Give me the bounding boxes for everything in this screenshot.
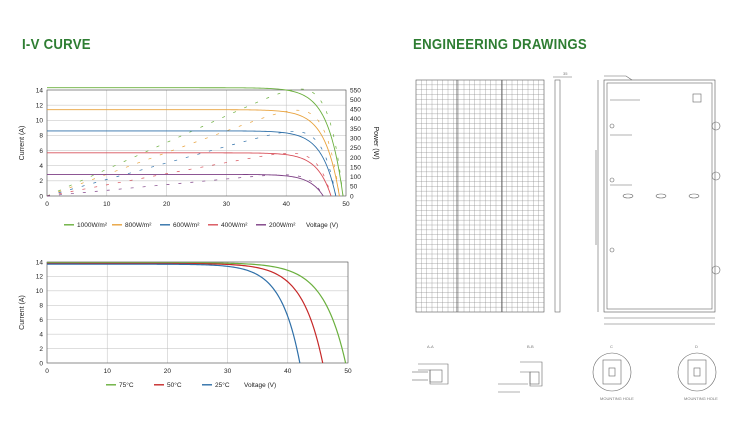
- y2-tick-label: 50: [350, 183, 358, 191]
- svg-text:C: C: [610, 344, 613, 349]
- y-tick-label: 2: [39, 178, 43, 186]
- side-view-drawing: [553, 71, 572, 312]
- x-tick-label: 40: [282, 201, 290, 208]
- y-axis-label: Current (A): [19, 295, 26, 330]
- y-tick-label: 4: [39, 331, 43, 339]
- y-tick-label: 8: [39, 132, 43, 140]
- svg-text:MOUNTING HOLE: MOUNTING HOLE: [684, 396, 718, 401]
- y-tick-label: 14: [35, 259, 43, 267]
- y2-tick-label: 100: [350, 174, 361, 182]
- back-view-drawing: [596, 76, 720, 324]
- x-tick-label: 20: [163, 368, 172, 375]
- x-tick-label: 0: [45, 368, 49, 375]
- y-tick-label: 0: [39, 193, 43, 201]
- y2-tick-label: 550: [350, 87, 361, 95]
- x-tick-label: 50: [342, 201, 350, 208]
- y-tick-label: 12: [35, 273, 43, 281]
- x-tick-label: 40: [284, 368, 292, 375]
- x-tick-label: 10: [103, 368, 111, 375]
- detail-c-drawing: [593, 344, 634, 401]
- svg-text:MOUNTING HOLE: MOUNTING HOLE: [600, 396, 634, 401]
- y2-tick-label: 400: [350, 116, 361, 124]
- y-tick-label: 10: [35, 117, 43, 125]
- y-tick-label: 8: [39, 302, 43, 310]
- section-aa-drawing: [412, 344, 448, 384]
- section-bb-drawing: [498, 344, 542, 392]
- y2-tick-label: 450: [350, 106, 361, 114]
- y2-axis-label: Power (W): [372, 126, 379, 160]
- y-tick-label: 10: [35, 288, 43, 296]
- x-axis-label: Voltage (V): [306, 222, 339, 229]
- y-tick-label: 14: [35, 87, 43, 95]
- svg-text:D: D: [695, 344, 698, 349]
- x-tick-label: 0: [45, 201, 49, 208]
- x-tick-label: 30: [223, 368, 232, 375]
- y2-tick-label: 250: [350, 145, 361, 153]
- x-tick-label: 50: [344, 368, 352, 375]
- front-view-drawing: [416, 80, 544, 312]
- y-tick-label: 0: [39, 360, 43, 368]
- y-tick-label: 12: [35, 102, 43, 110]
- svg-text:35: 35: [563, 71, 568, 76]
- detail-d-drawing: [678, 344, 718, 401]
- y-axis-label: Current (A): [19, 125, 26, 161]
- iv-curve-heading: I-V CURVE: [22, 36, 91, 53]
- legend-label: 25°C: [215, 382, 230, 389]
- y2-tick-label: 500: [350, 96, 361, 104]
- y2-tick-label: 0: [350, 193, 354, 201]
- legend-label: 600W/m²: [173, 222, 200, 229]
- engineering-drawings-heading: ENGINEERING DRAWINGS: [413, 36, 587, 53]
- legend-label: 400W/m²: [221, 222, 248, 229]
- y2-tick-label: 200: [350, 154, 361, 162]
- svg-text:B-B: B-B: [527, 344, 534, 349]
- legend-label: 75°C: [119, 382, 134, 389]
- legend-label: 800W/m²: [125, 222, 152, 229]
- y-tick-label: 4: [39, 163, 43, 171]
- y-tick-label: 6: [39, 147, 43, 155]
- legend-label: 200W/m²: [269, 222, 296, 229]
- x-axis-label: Voltage (V): [244, 382, 277, 389]
- x-tick-label: 30: [222, 201, 231, 208]
- y2-tick-label: 150: [350, 164, 361, 172]
- y-tick-label: 2: [39, 345, 43, 353]
- x-tick-label: 20: [162, 201, 171, 208]
- legend-label: 50°C: [167, 382, 182, 389]
- legend-label: 1000W/m²: [77, 222, 107, 229]
- y2-tick-label: 300: [350, 135, 361, 143]
- y-tick-label: 6: [39, 317, 43, 325]
- y2-tick-label: 350: [350, 125, 361, 133]
- svg-text:A-A: A-A: [427, 344, 434, 349]
- x-tick-label: 10: [103, 201, 111, 208]
